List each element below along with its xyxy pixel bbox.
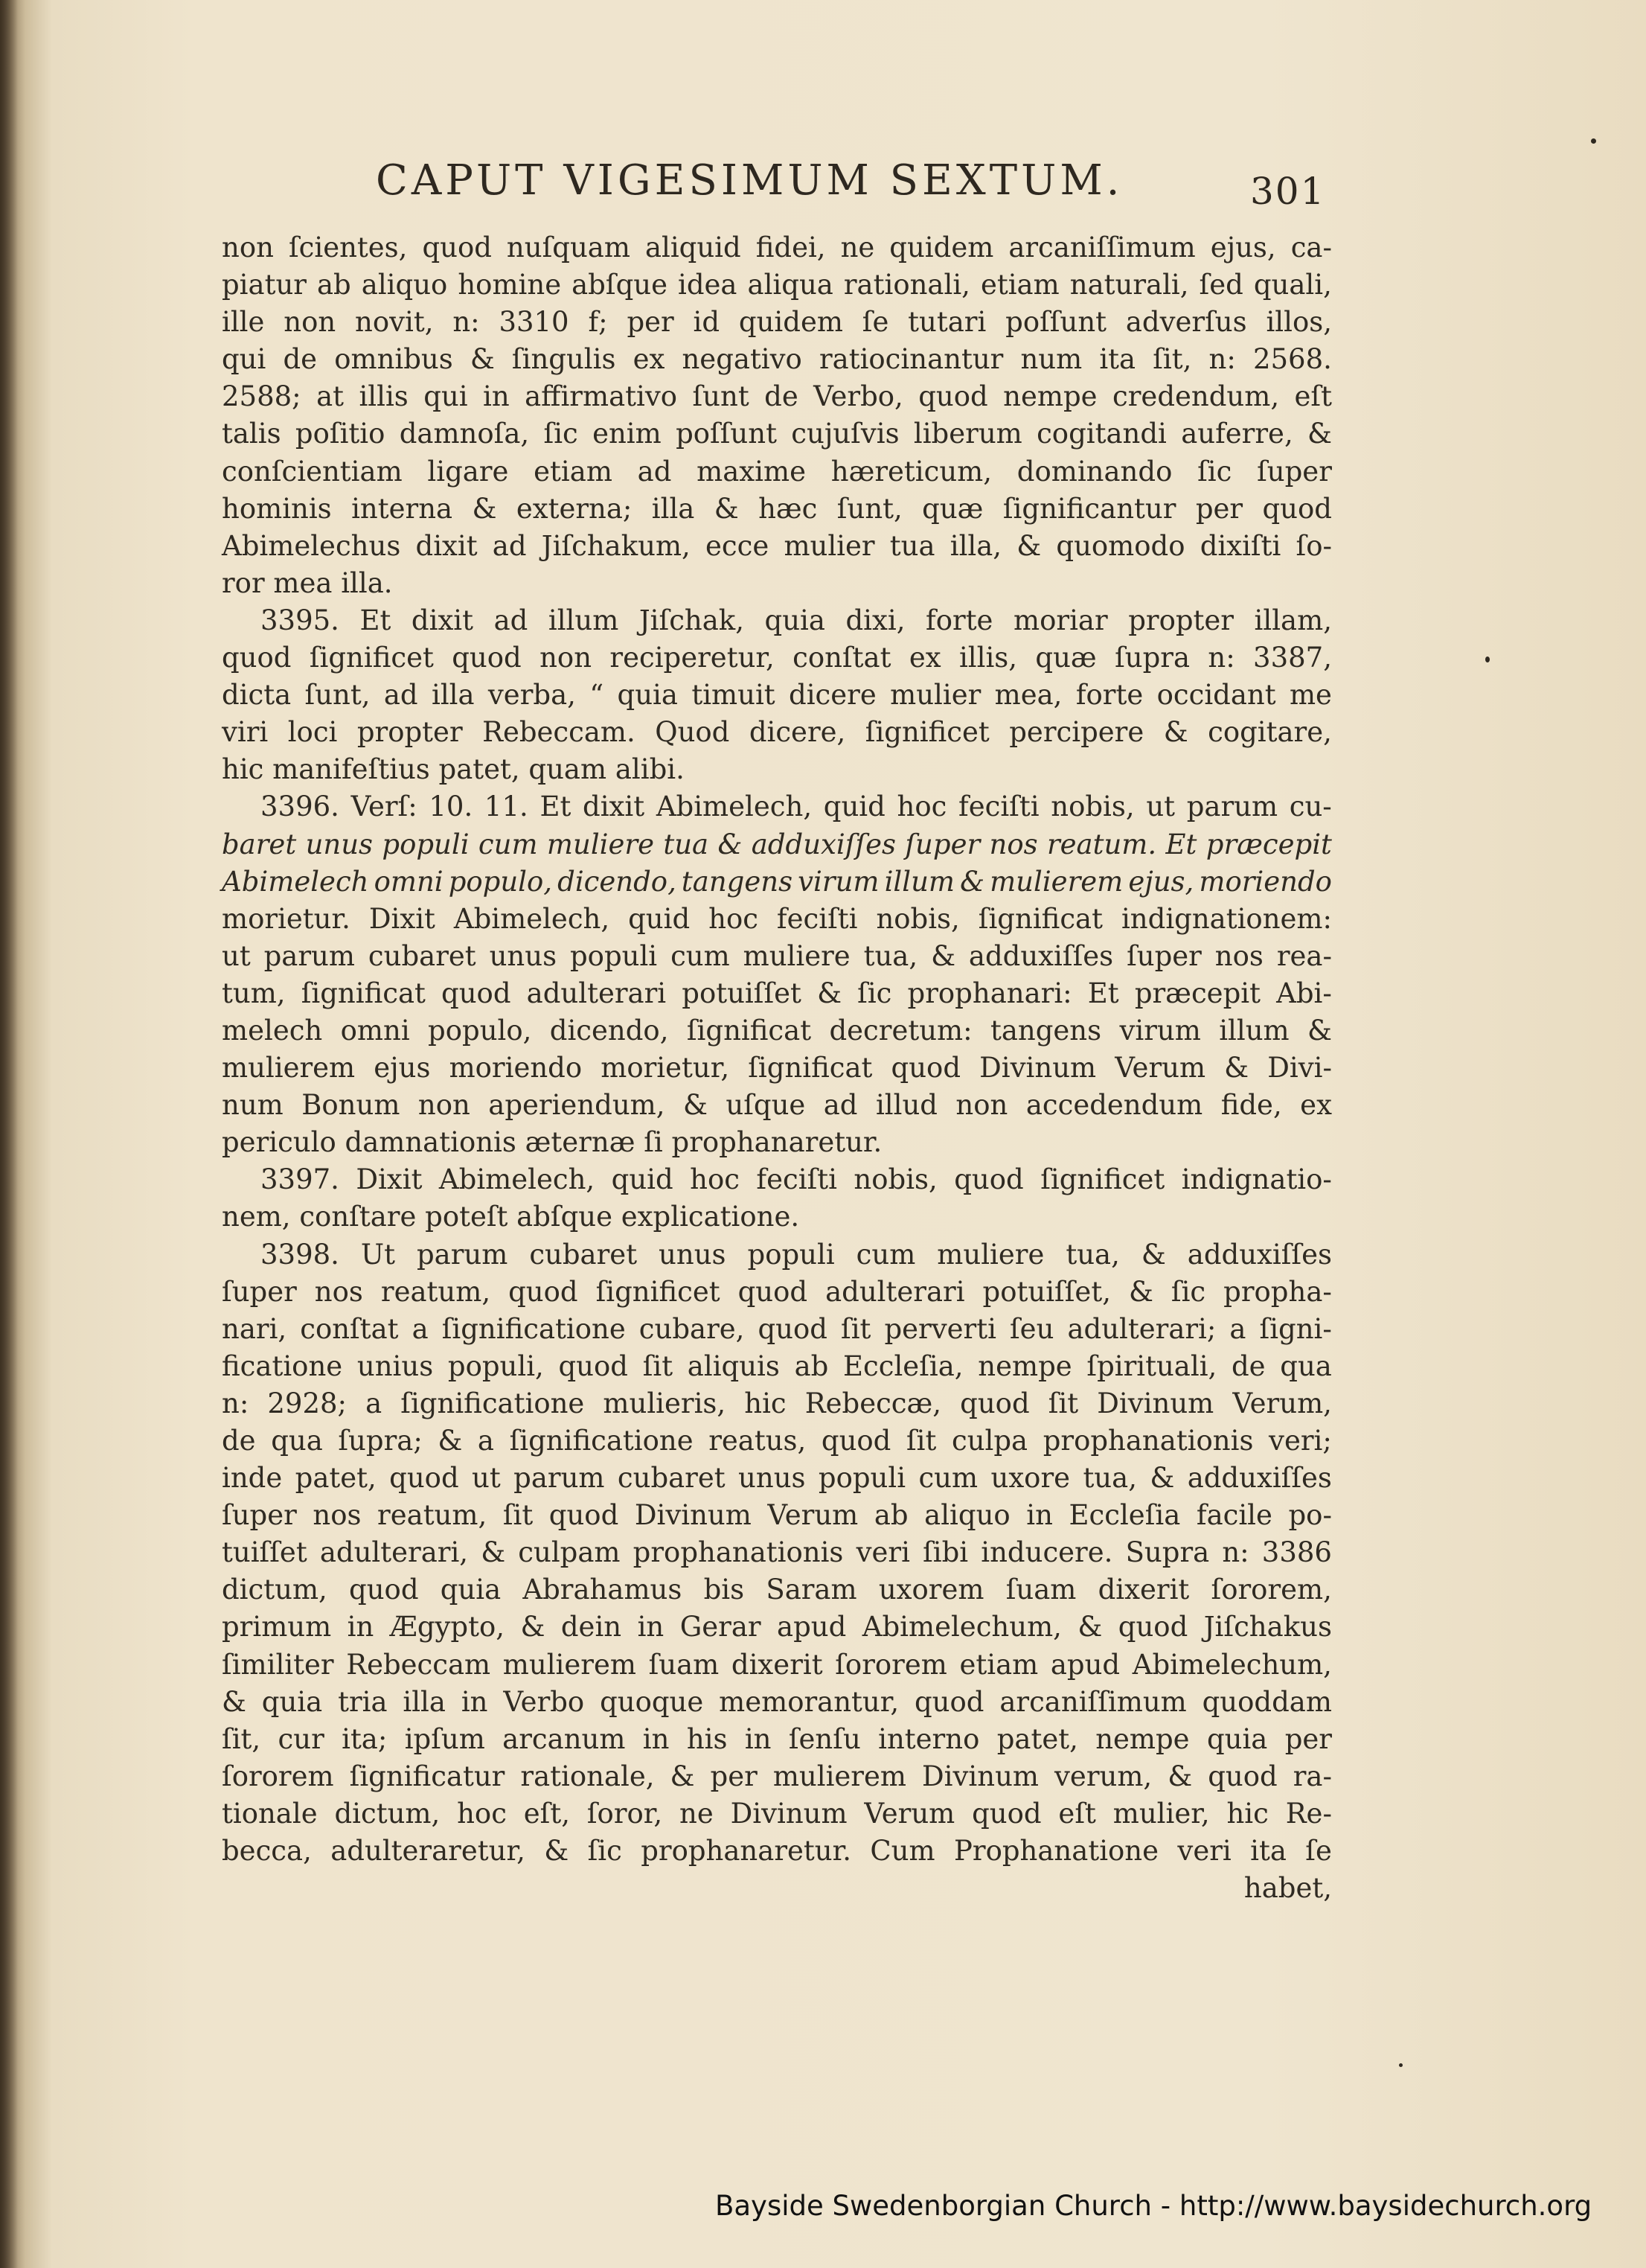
text-line: morietur. Dixit Abimelech, quid hoc feciſti nobis, ſignificat indignationem: <box>222 902 1332 935</box>
text-line: ſuper nos reatum, ſit quod Divinum Verum ab aliquo in Eccleſia facile po- <box>222 1499 1332 1532</box>
text-line: nem, conſtare poteſt abſque explicatione. <box>222 1201 800 1233</box>
text-line: nari, conſtat a ſignificatione cubare, quod ſit perverti ſeu adulterari; a ſigni- <box>222 1312 1332 1345</box>
catchword: habet, <box>1243 1872 1332 1905</box>
text-line: dictum, quod quia Abrahamus bis Saram uxorem ſuam dixerit ſororem, <box>222 1574 1332 1606</box>
paragraph-3397-line: 3397. Dixit Abimelech, quid hoc feciſti nobis, quod ſignificet indignatio- <box>260 1163 1332 1196</box>
text-line: viri loci propter Rebeccam. Quod dicere, ſignificet percipere & cogitare, <box>222 716 1332 749</box>
text-line: ſit, cur ita; ipſum arcanum in his in ſenſu interno patet, nempe quia per <box>222 1722 1332 1755</box>
text-line: hic manifeſtius patet, quam alibi. <box>222 753 685 786</box>
text-line: tum, ſignificat quod adulterari potuiſſet & ſic prophanari: Et præcepit Abi- <box>222 977 1332 1009</box>
text-line: ficatione unius populi, quod ſit aliquis ab Eccleſia, nempe ſpirituali, de qua <box>222 1349 1332 1382</box>
text-line: & quia tria illa in Verbo quoque memorantur, quod arcaniſſimum quoddam <box>222 1685 1332 1718</box>
text-line: hominis interna & externa; illa & hæc ſunt, quæ ſignificantur per quod <box>222 492 1332 525</box>
text-line: becca, adulteraretur, & ſic prophanaretur. Cum Prophanatione veri ita ſe <box>222 1835 1332 1868</box>
italic-text-line: Abimelech omni populo, dicendo, tangens virum illum & mulierem ejus, moriendo <box>222 865 1332 898</box>
paper-speck <box>1485 657 1490 662</box>
paragraph-3396-line: 3396. Verſ: 10. 11. Et dixit Abimelech, quid hoc feciſti nobis, ut parum cu- <box>260 790 1332 823</box>
watermark-text: Bayside Swedenborgian Church - http://www.baysidechurch.org <box>715 2190 1592 2222</box>
text-line: ſuper nos reatum, quod ſignificet quod adulterari potuiſſet, & ſic propha- <box>222 1275 1332 1308</box>
paper-speck <box>1591 138 1596 144</box>
text-line: piatur ab aliquo homine abſque idea aliqua rationali, etiam naturali, ſed quali, <box>222 269 1332 301</box>
text-line: ſororem ſignificatur rationale, & per mulierem Divinum verum, & quod ra- <box>222 1760 1332 1792</box>
spine-shadow <box>0 0 18 2268</box>
running-title: CAPUT VIGESIMUM SEXTUM. <box>376 156 1124 205</box>
paper-speck <box>1399 2063 1403 2067</box>
text-line: tuiſſet adulterari, & culpam prophanationis veri ſibi inducere. Supra n: 3386 <box>222 1536 1332 1569</box>
body-text <box>222 229 1332 1907</box>
text-line: 2588; at illis qui in affirmativo ſunt de Verbo, quod nempe credendum, eſt <box>222 380 1332 413</box>
text-line: inde patet, quod ut parum cubaret unus populi cum uxore tua, & adduxiſſes <box>222 1462 1332 1495</box>
italic-text-line: baret unus populi cum muliere tua & adduxiſſes ſuper nos reatum. Et præcepit <box>222 828 1332 860</box>
text-line: ut parum cubaret unus populi cum muliere tua, & adduxiſſes ſuper nos rea- <box>222 939 1332 972</box>
text-line: n: 2928; a ſignificatione mulieris, hic Rebeccæ, quod ſit Divinum Verum, <box>222 1387 1332 1419</box>
paragraph-3395-line: 3395. Et dixit ad illum Jiſchak, quia dixi, forte moriar propter illam, <box>260 604 1332 636</box>
text-line: dicta ſunt, ad illa verba, “ quia timuit dicere mulier mea, forte occidant me <box>222 679 1332 712</box>
text-line: tionale dictum, hoc eſt, ſoror, ne Divinum Verum quod eſt mulier, hic Re- <box>222 1797 1332 1830</box>
text-line: non ſcientes, quod nuſquam aliquid fidei, ne quidem arcaniſſimum ejus, ca- <box>222 231 1332 263</box>
text-line: mulierem ejus moriendo morietur, ſignificat quod Divinum Verum & Divi- <box>222 1052 1332 1085</box>
text-line: melech omni populo, dicendo, ſignificat decretum: tangens virum illum & <box>222 1014 1332 1047</box>
text-line: conſcientiam ligare etiam ad maxime hæreticum, dominando ſic ſuper <box>222 455 1332 488</box>
text-line: ille non novit, n: 3310 f; per id quidem ſe tutari poſſunt adverſus illos, <box>222 306 1332 339</box>
text-line: qui de omnibus & ſingulis ex negativo ratiocinantur num ita ſit, n: 2568. <box>222 343 1332 376</box>
text-line: Abimelechus dixit ad Jiſchakum, ecce mulier tua illa, & quomodo dixiſti ſo- <box>222 529 1332 562</box>
text-line: talis poſitio damnoſa, ſic enim poſſunt cujuſvis liberum cogitandi auferre, & <box>222 418 1332 450</box>
text-line: ror mea illa. <box>222 566 393 599</box>
text-line: num Bonum non aperiendum, & uſque ad illud non accedendum fide, ex <box>222 1089 1332 1122</box>
text-line: quod ſignificet quod non reciperetur, conſtat ex illis, quæ ſupra n: 3387, <box>222 642 1332 674</box>
text-line: primum in Ægypto, & dein in Gerar apud Abimelechum, & quod Jiſchakus <box>222 1611 1332 1643</box>
page-header <box>0 149 1646 223</box>
text-line: periculo damnationis æternæ ſi prophanaretur. <box>222 1126 883 1159</box>
paragraph-3398-line: 3398. Ut parum cubaret unus populi cum muliere tua, & adduxiſſes <box>260 1238 1332 1271</box>
text-line: ſimiliter Rebeccam mulierem ſuam dixerit ſororem etiam apud Abimelechum, <box>222 1648 1332 1681</box>
page-number: 301 <box>1250 170 1326 213</box>
text-line: de qua ſupra; & a ſignificatione reatus, quod ſit culpa prophanationis veri; <box>222 1425 1332 1457</box>
